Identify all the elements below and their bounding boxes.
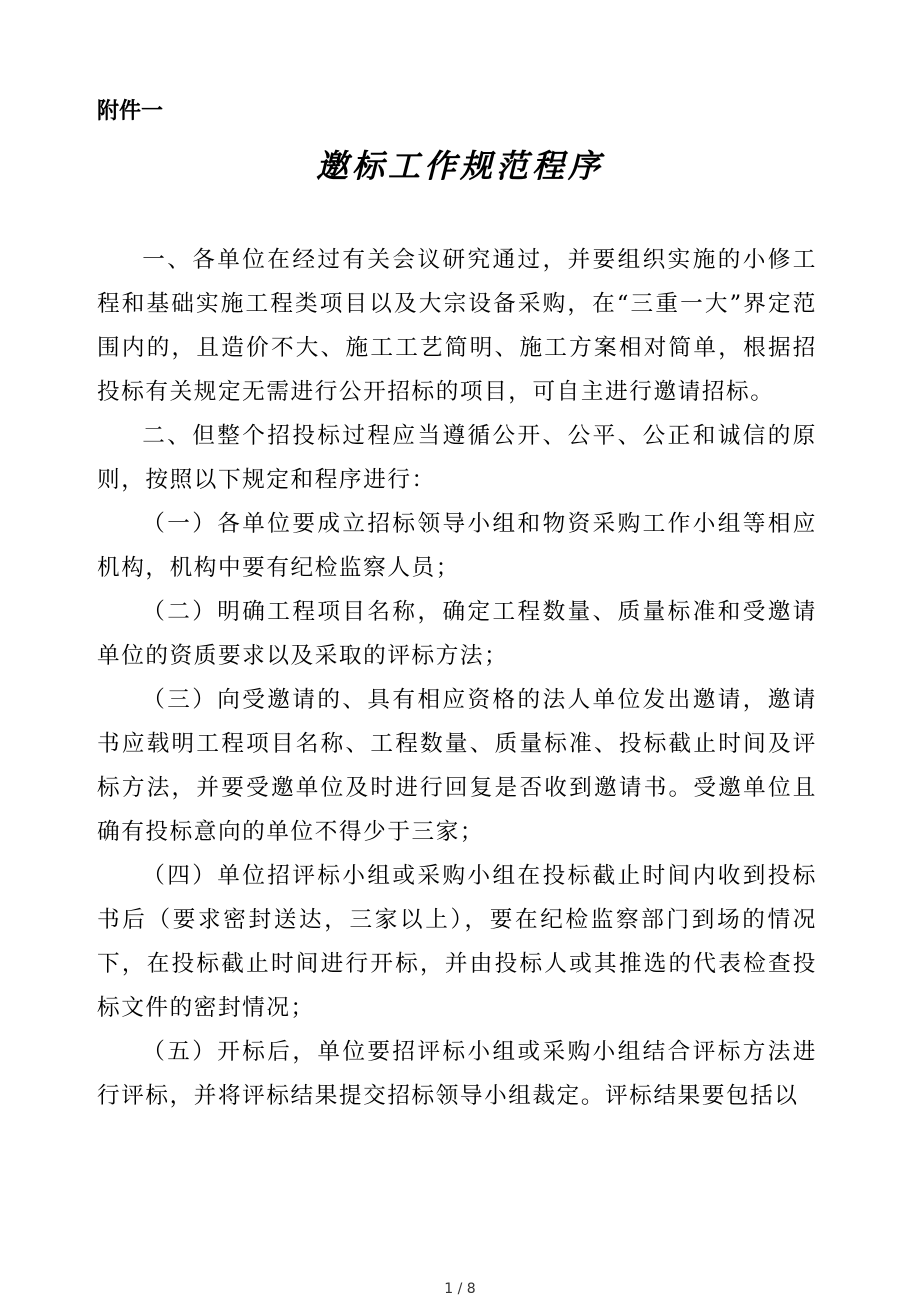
- attachment-label: 附件一: [97, 99, 164, 124]
- paragraph-item-2: （二）明确工程项目名称，确定工程数量、质量标准和受邀请单位的资质要求以及采取的评标方法；: [97, 599, 817, 669]
- paragraph-item-3: （三）向受邀请的、具有相应资格的法人单位发出邀请，邀请书应载明工程项目名称、工程数量、质量标准、投标截止时间及评标方法，并要受邀单位及时进行回复是否收到邀请书。受邀单位且确有投标意向的单位不得少于三家；: [97, 687, 817, 845]
- paragraph-item-4: （四）单位招评标小组或采购小组在投标截止时间内收到投标书后（要求密封送达，三家以上），要在纪检监察部门到场的情况下，在投标截止时间进行开标，并由投标人或其推选的代表检查投标文件的密封情况；: [97, 863, 817, 1021]
- paragraph-1: 一、各单位在经过有关会议研究通过，并要组织实施的小修工程和基础实施工程类项目以及大宗设备采购，在“三重一大”界定范围内的，且造价不大、施工工艺简明、施工方案相对简单，根据招投标有关规定无需进行公开招标的项目，可自主进行邀请招标。: [97, 247, 817, 405]
- document-body: [97, 238, 817, 1118]
- paragraph-2: 二、但整个招投标过程应当遵循公开、公平、公正和诚信的原则，按照以下规定和程序进行：: [97, 423, 817, 493]
- paragraph-item-5: （五）开标后，单位要招评标小组或采购小组结合评标方法进行评标，并将评标结果提交招标领导小组裁定。评标结果要包括以: [97, 1039, 817, 1109]
- paragraph-item-1: （一）各单位要成立招标领导小组和物资采购工作小组等相应机构，机构中要有纪检监察人员；: [97, 511, 817, 581]
- page-number: 1 / 8: [444, 1281, 476, 1297]
- document-title: 邀标工作规范程序: [315, 147, 604, 185]
